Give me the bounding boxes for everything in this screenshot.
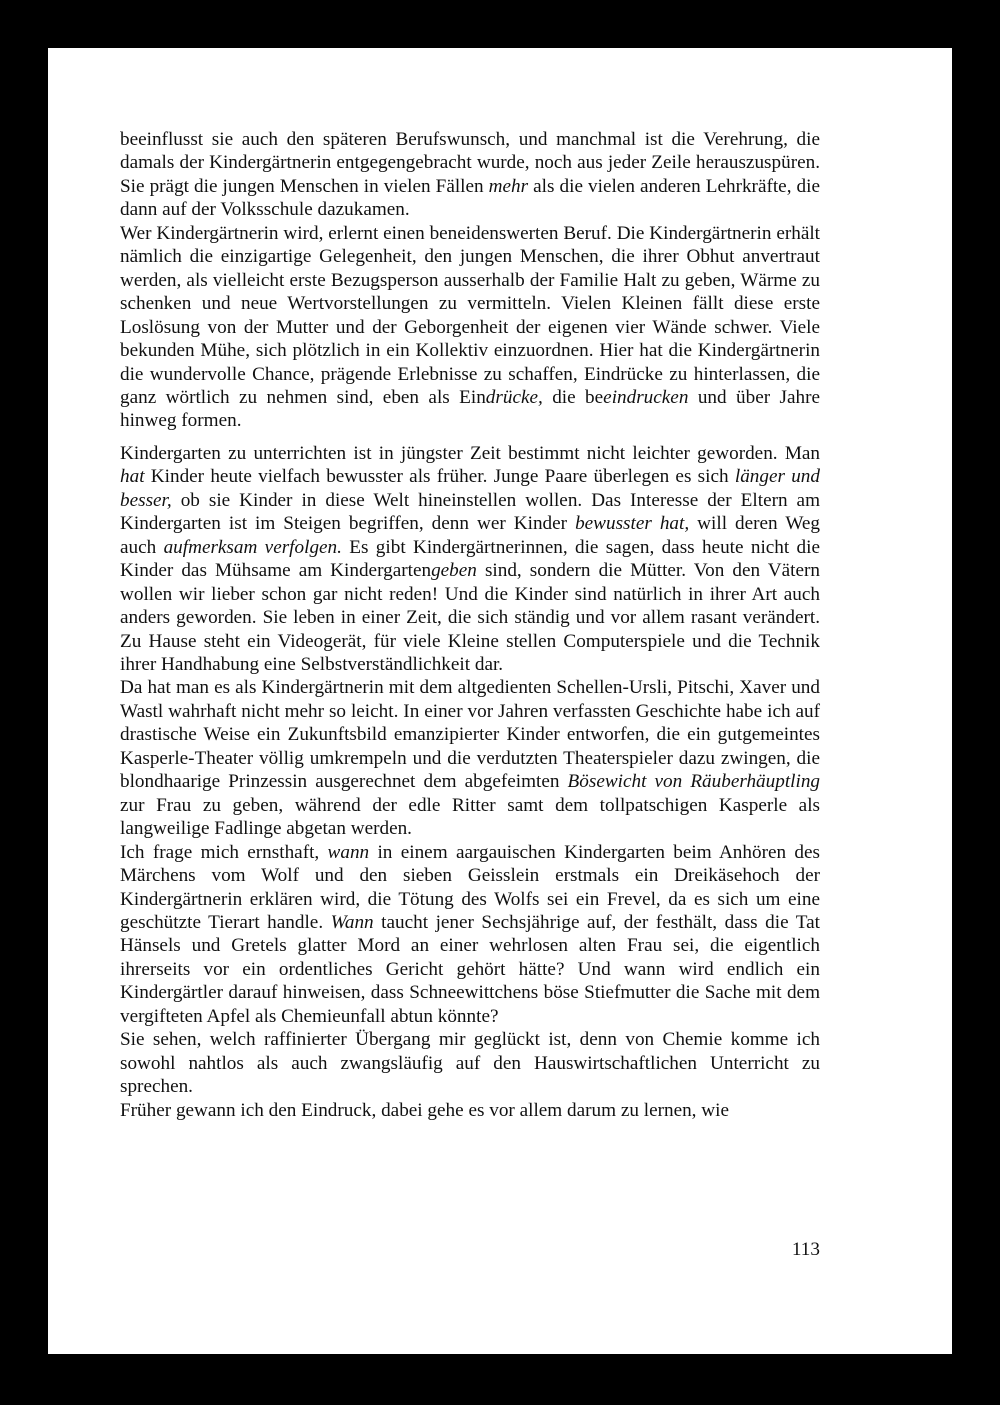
emphasis-run: bewusster hat, [575,513,690,535]
text-run: Wer Kindergärtnerin wird, erlernt einen beneidenswerten Beruf. Die Kindergärtnerin erhält nämlich die einzigartige Gelegenheit, den jungen Menschen, die ihrer Obhut anvertraut werden, als vielleicht erste Bezugsperson ausserhalb der Familie Halt zu geben, Wärme zu schenken und neue Wertvorstellungen zu vermitteln. Vielen Kleinen fällt diese erste Loslösung von der Mutter und der Geborgenheit der eigenen vier Wände schwer. Viele bekunden Mühe, sich plötzlich in ein Kollektiv einzuordnen. Hier hat die Kindergärtnerin die wundervolle Chance, prägende Erlebnisse zu schaffen, Eindrücke zu hinterlassen, die ganz wörtlich zu nehmen sind, eben als Ein [120,222,820,408]
body-text [120,128,820,1122]
text-run: sind, sondern die Mütter. Von den Vätern wollen wir lieber schon gar nicht reden! Und die Kinder sind natürlich in ihrer Art auch anders geworden. Sie leben in einer Zeit, die sich ständig und vor allem rasant verändert. Zu Hause steht ein Videogerät, für viele Kleine stellen Computerspiele und die Technik ihrer Handhabung eine Selbstverständlichkeit dar. [120,560,820,675]
emphasis-run: Bösewicht von Räuberhäuptling [567,771,821,793]
text-run: die be [542,386,604,408]
paragraph-7 [120,1099,820,1122]
text-run: Ich frage mich ernsthaft, [120,841,328,863]
emphasis-run: Wann [330,911,374,933]
page-number: 113 [791,1239,820,1260]
text-run: Kinder heute vielfach bewusster als früher. Junge Paare überlegen es sich [144,466,735,488]
emphasis-run: wann [327,841,370,863]
emphasis-run: aufmerksam verfolgen. [163,536,342,558]
text-run: Da hat man es als Kindergärtnerin mit dem altgedienten Schellen-Ursli, Pitschi, Xaver und Wastl wahrhaft nicht mehr so leicht. In einer vor Jahren verfassten Geschichte habe ich auf drastische Weise ein Zukunftsbild emanzipierter Kinder entworfen, die ein gutgemeintes Kasperle-Theater völlig umkrempeln und die verdutzten Theaterspieler dazu zwingen, die blondhaarige Prinzessin ausgerechnet dem abgefeimten [120,677,820,793]
text-run: Früher gewann ich den Eindruck, dabei gehe es vor allem darum zu lernen, wie [120,1099,729,1121]
paragraph-4 [120,676,820,840]
emphasis-run: drücke, [485,386,543,408]
text-run: Kindergarten zu unterrichten ist in jüngster Zeit bestimmt nicht leichter geworden. Man [120,442,820,464]
book-page [48,48,952,1354]
text-run: in einem aargauischen Kindergarten beim Anhören des Märchens vom Wolf und den sieben Geisslein erstmals ein Dreikäsehoch der Kindergärtnerin erklären wird, die Tötung des Wolfs sei ein Frevel, da es sich um eine geschützte Tierart handle. [120,841,820,933]
emphasis-run: länger und besser, [120,466,820,511]
text-run: beeinflusst sie auch den späteren Berufswunsch, und manchmal ist die Verehrung, die damals der Kindergärtnerin entgegengebracht wurde, noch aus jeder Zeile herauszuspüren. Sie prägt die jungen Menschen in vielen Fällen [120,129,820,197]
emphasis-run: hat [120,466,145,488]
paragraph-1 [120,128,820,222]
paragraph-5 [120,841,820,1029]
emphasis-run: mehr [488,175,529,197]
text-run: taucht jener Sechsjährige auf, der festhält, dass die Tat Hänsels und Gretels glatter Mord an einer wehrlosen alten Frau sei, die eigentlich ihrerseits vor ein ordentliches Gericht gehört hätte? Und wann wird endlich ein Kindergärtler darauf hinweisen, dass Schneewittchens böse Stiefmutter die Sache mit dem vergifteten Apfel als Chemieunfall abtun könnte? [120,911,820,1027]
text-run: will deren Weg auch [120,513,821,558]
paragraph-2 [120,222,820,433]
emphasis-run: eindrucken [603,386,689,408]
text-run: zur Frau zu geben, während der edle Ritter samt dem tollpatschigen Kasperle als langweilige Fadlinge abgetan werden. [120,794,820,840]
text-run: als die vielen anderen Lehrkräfte, die dann auf der Volksschule dazukamen. [120,175,820,221]
text-run: ob sie Kinder in diese Welt hineinstellen wollen. Das Interesse der Eltern am Kindergarten ist im Steigen begriffen, denn wer Kinder [120,489,820,535]
emphasis-run: geben [431,560,477,582]
text-run: Sie sehen, welch raffinierter Übergang mir geglückt ist, denn von Chemie komme ich sowohl nahtlos als auch zwangsläufig auf den Hauswirtschaftlichen Unterricht zu sprechen. [120,1029,820,1098]
text-run: und über Jahre hinweg formen. [120,386,820,432]
paragraph-6 [120,1028,820,1098]
paragraph-3 [120,442,820,677]
text-run: Es gibt Kindergärtnerinnen, die sagen, dass heute nicht die Kinder das Mühsame am Kindergarten [120,536,820,582]
